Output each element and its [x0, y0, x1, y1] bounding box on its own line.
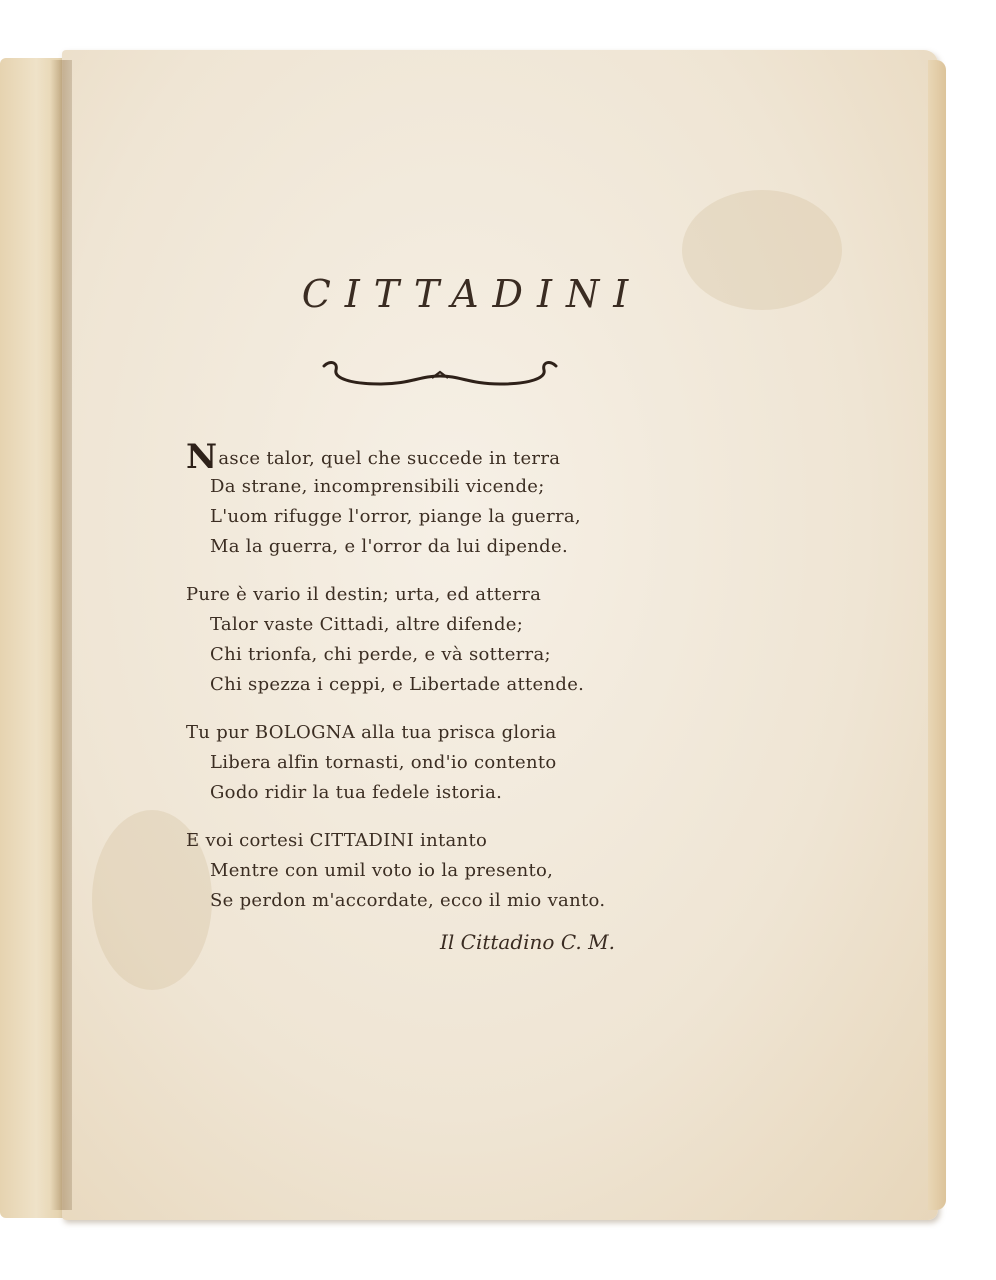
stanza-2	[186, 580, 706, 700]
verse-line: E voi cortesi CITTADINI intanto	[186, 830, 488, 851]
verse-line: Se perdon m'accordate, ecco il mio vanto.	[210, 890, 606, 911]
verse-line: L'uom rifugge l'orror, piange la guerra,	[210, 506, 581, 527]
verse-line: Chi trionfa, chi perde, e và sotterra;	[210, 644, 551, 665]
verse-line: Talor vaste Cittadi, altre difende;	[210, 614, 524, 635]
drop-cap: N	[186, 437, 218, 477]
poem	[186, 437, 706, 934]
verse-line: Da strane, incomprensibili vicende;	[210, 476, 545, 497]
verse-line: Libera alfin tornasti, ond'io contento	[210, 752, 557, 773]
stanza-3	[186, 718, 706, 808]
verse-line: Ma la guerra, e l'orror da lui dipende.	[210, 536, 568, 557]
verse-line: Godo ridir la tua fedele istoria.	[210, 782, 503, 803]
stanza-1	[186, 437, 706, 562]
verse-text: asce talor, quel che succede in terra	[218, 448, 561, 469]
stanza-4	[186, 826, 706, 916]
book-gutter	[50, 60, 72, 1210]
page-title: CITTADINI	[301, 272, 643, 316]
flourish-ornament	[320, 358, 560, 398]
page-edge	[928, 60, 946, 1210]
verse-line: Tu pur BOLOGNA alla tua prisca gloria	[186, 722, 557, 743]
signature: Il Cittadino C. M.	[440, 930, 615, 954]
verse-line	[186, 437, 706, 477]
verse-line: Pure è vario il destin; urta, ed atterra	[186, 584, 542, 605]
book-page	[62, 50, 938, 1220]
verse-line: Chi spezza i ceppi, e Libertade attende.	[210, 674, 585, 695]
verse-line: Mentre con umil voto io la presento,	[210, 860, 554, 881]
